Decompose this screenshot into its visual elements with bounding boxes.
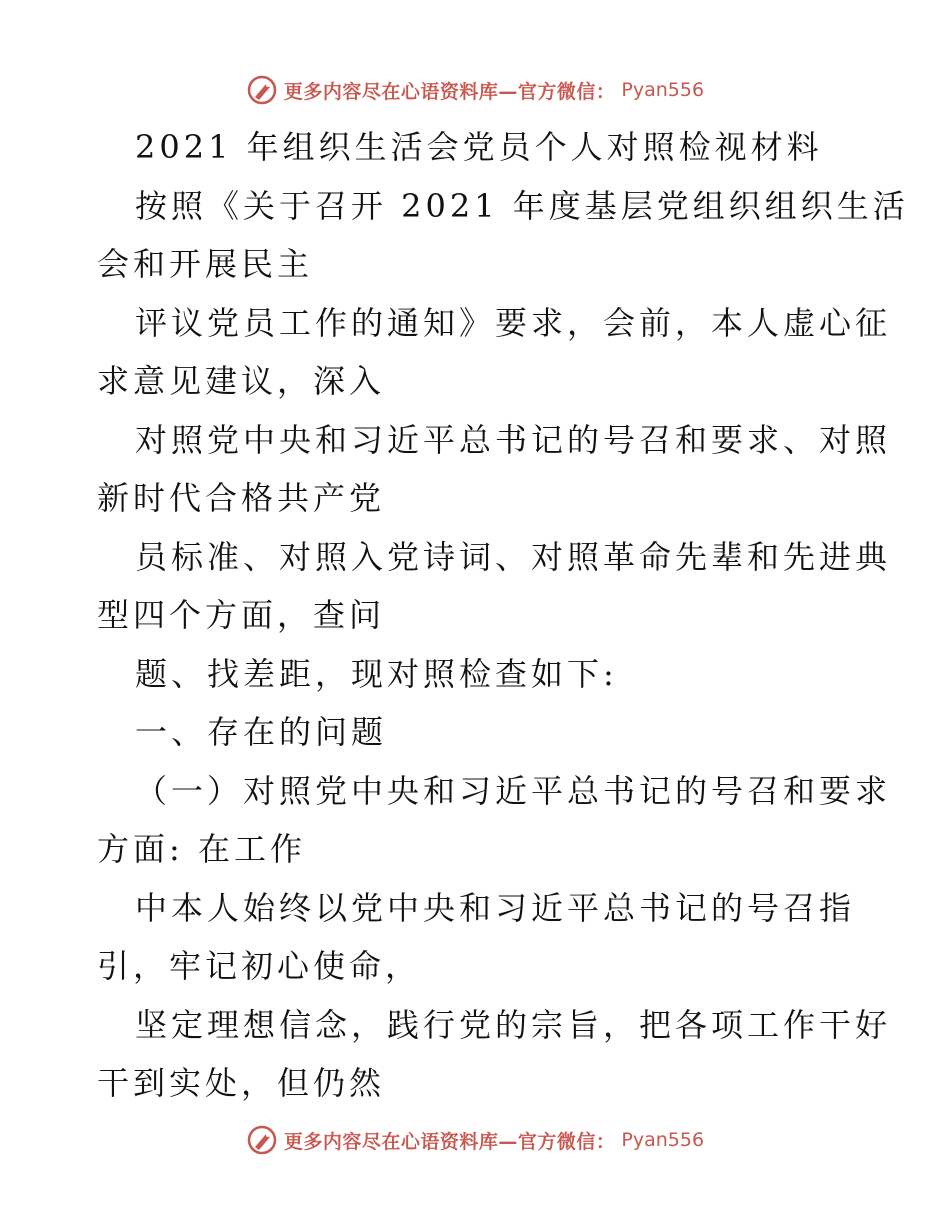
paragraph-line: 会和开展民主 xyxy=(97,245,314,283)
header-watermark xyxy=(0,70,950,110)
pen-circle-logo-icon xyxy=(246,1124,278,1156)
paragraph-line: 新时代合格共产党 xyxy=(97,479,386,517)
paragraph-line: 中本人始终以党中央和习近平总书记的号召指 xyxy=(135,888,856,927)
document-body xyxy=(97,118,909,1113)
subsection-heading: （一）对照党中央和习近平总书记的号召和要求 xyxy=(135,771,892,810)
paragraph-line: 题、找差距，现对照检查如下: xyxy=(135,654,618,693)
paragraph-line: 坚定理想信念，践行党的宗旨，把各项工作干好 xyxy=(135,1005,892,1044)
watermark-text: 更多内容尽在心语资料库—官方微信： xyxy=(283,80,616,103)
paragraph-line: 引，牢记初心使命， xyxy=(97,947,422,985)
paragraph-line: 对照党中央和习近平总书记的号召和要求、对照 xyxy=(135,420,892,459)
paragraph-line: 型四个方面，查问 xyxy=(97,596,386,634)
watermark-wechat-id: Pyan556 xyxy=(621,79,705,101)
document-title: 2021 年组织生活会党员个人对照检视材料 xyxy=(135,128,823,166)
pen-circle-logo-icon xyxy=(246,74,278,106)
paragraph-line: 求意见建议，深入 xyxy=(97,362,386,400)
paragraph-line: 员标准、对照入党诗词、对照革命先辈和先进典 xyxy=(135,537,892,576)
paragraph-line: 评议党员工作的通知》要求，会前，本人虚心征 xyxy=(135,303,892,342)
watermark-text: 更多内容尽在心语资料库—官方微信： xyxy=(283,1130,616,1153)
paragraph-line: 按照《关于召开 2021 年度基层党组织组织生活 xyxy=(135,186,909,225)
section-heading: 一、存在的问题 xyxy=(135,713,388,751)
watermark-wechat-id: Pyan556 xyxy=(621,1129,705,1151)
paragraph-line: 干到实处，但仍然 xyxy=(97,1064,386,1102)
footer-watermark xyxy=(0,1120,950,1160)
paragraph-line: 方面: 在工作 xyxy=(97,830,306,868)
